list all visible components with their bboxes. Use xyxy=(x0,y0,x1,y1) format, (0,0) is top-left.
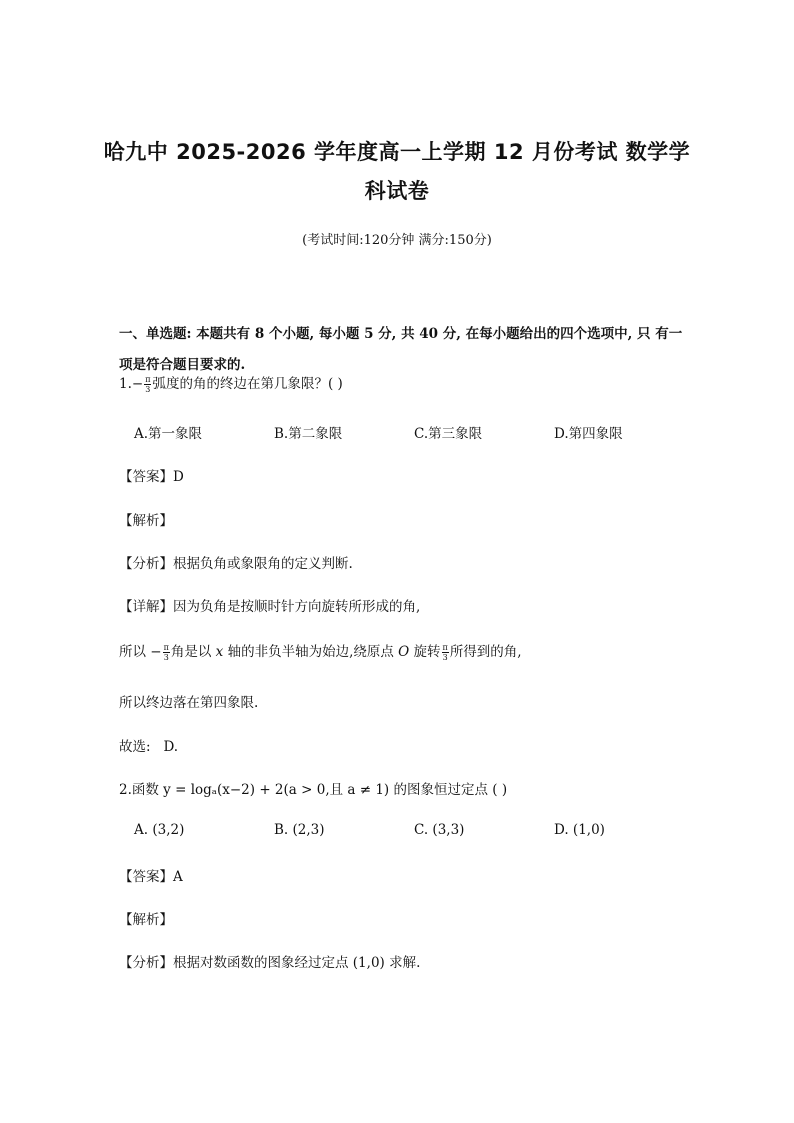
answer-label: 【答案】 xyxy=(119,869,173,885)
fraction-pi-over-3 xyxy=(442,643,449,662)
question-2-stem: 2.函数 y = logₐ(x−2) + 2(a > 0,且 a ≠ 1) 的图象恒过定点 ( ) xyxy=(119,782,508,798)
question-2-fenxi xyxy=(119,951,420,971)
question-1-stem xyxy=(119,372,343,394)
detail-line2-part3: 轴的非负半轴为始边,绕原点 xyxy=(223,644,399,660)
answer-value: A xyxy=(173,869,183,885)
document-title-line1: 哈九中 2025-2026 学年度高一上学期 12 月份考试 数学学 xyxy=(103,140,691,164)
fenxi-label: 【分析】 xyxy=(119,556,173,572)
question-1-detail-line2 xyxy=(119,640,522,662)
minus-sign: − xyxy=(150,644,162,660)
question-2-analysis-label: 【解析】 xyxy=(119,912,173,928)
fraction-pi-over-3 xyxy=(163,643,170,662)
question-2-option-d: D. (1,0) xyxy=(554,822,605,838)
fraction-numerator: π xyxy=(442,643,448,652)
section-heading-line2: 项是符合题目要求的. xyxy=(119,357,246,373)
question-2-option-b: B. (2,3) xyxy=(274,822,325,838)
question-2-answer xyxy=(119,865,183,885)
question-1-detail-line3: 所以终边落在第四象限. xyxy=(119,695,259,711)
question-1-choose xyxy=(119,735,178,755)
question-2-option-a: A. (3,2) xyxy=(134,822,185,838)
minus-sign: − xyxy=(131,376,144,392)
question-1-answer xyxy=(119,465,184,485)
variable-o: O xyxy=(398,644,410,660)
detail-line2-part2: 角是以 xyxy=(170,644,216,660)
detail-line2-part5: 所得到的角, xyxy=(449,644,522,660)
question-1-detail xyxy=(119,595,420,615)
fenxi-text: 根据对数函数的图象经过定点 (1,0) 求解. xyxy=(173,955,421,971)
question-number: 1. xyxy=(119,376,132,392)
question-1-fenxi xyxy=(119,552,353,572)
detail-text: 因为负角是按顺时针方向旋转所形成的角, xyxy=(173,599,421,615)
question-1-option-b: B.第二象限 xyxy=(274,426,343,442)
fraction-denominator: 3 xyxy=(442,653,448,662)
answer-label: 【答案】 xyxy=(119,469,173,485)
fraction-numerator: π xyxy=(163,643,169,652)
detail-line2-part4: 旋转 xyxy=(409,644,441,660)
question-1-option-c: C.第三象限 xyxy=(414,426,483,442)
question-1-option-d: D.第四象限 xyxy=(554,426,623,442)
fenxi-label: 【分析】 xyxy=(119,955,173,971)
fraction-denominator: 3 xyxy=(163,653,169,662)
question-1-analysis-label: 【解析】 xyxy=(119,513,173,529)
variable-x: x xyxy=(215,644,224,660)
question-1-text: 弧度的角的终边在第几象限？( ) xyxy=(152,376,343,392)
fraction-denominator: 3 xyxy=(145,385,151,394)
detail-line2-part1: 所以 xyxy=(119,644,151,660)
detail-label: 【详解】 xyxy=(119,599,173,615)
fenxi-text: 根据负角或象限角的定义判断. xyxy=(173,556,353,572)
answer-value: D xyxy=(173,469,184,485)
choose-value: D. xyxy=(163,739,179,755)
fraction-pi-over-3 xyxy=(144,375,151,394)
fraction-numerator: π xyxy=(145,375,151,384)
document-title-line2: 科试卷 xyxy=(364,179,430,203)
exam-info: (考试时间:120分钟 满分:150分) xyxy=(302,233,492,248)
question-2-option-c: C. (3,3) xyxy=(414,822,465,838)
choose-label: 故选: xyxy=(119,739,155,755)
question-1-option-a: A.第一象限 xyxy=(134,426,203,442)
section-heading-line1: 一、单选题: 本题共有 8 个小题, 每小题 5 分, 共 40 分, 在每小题给出的四个选项中, 只 有一 xyxy=(119,326,683,342)
